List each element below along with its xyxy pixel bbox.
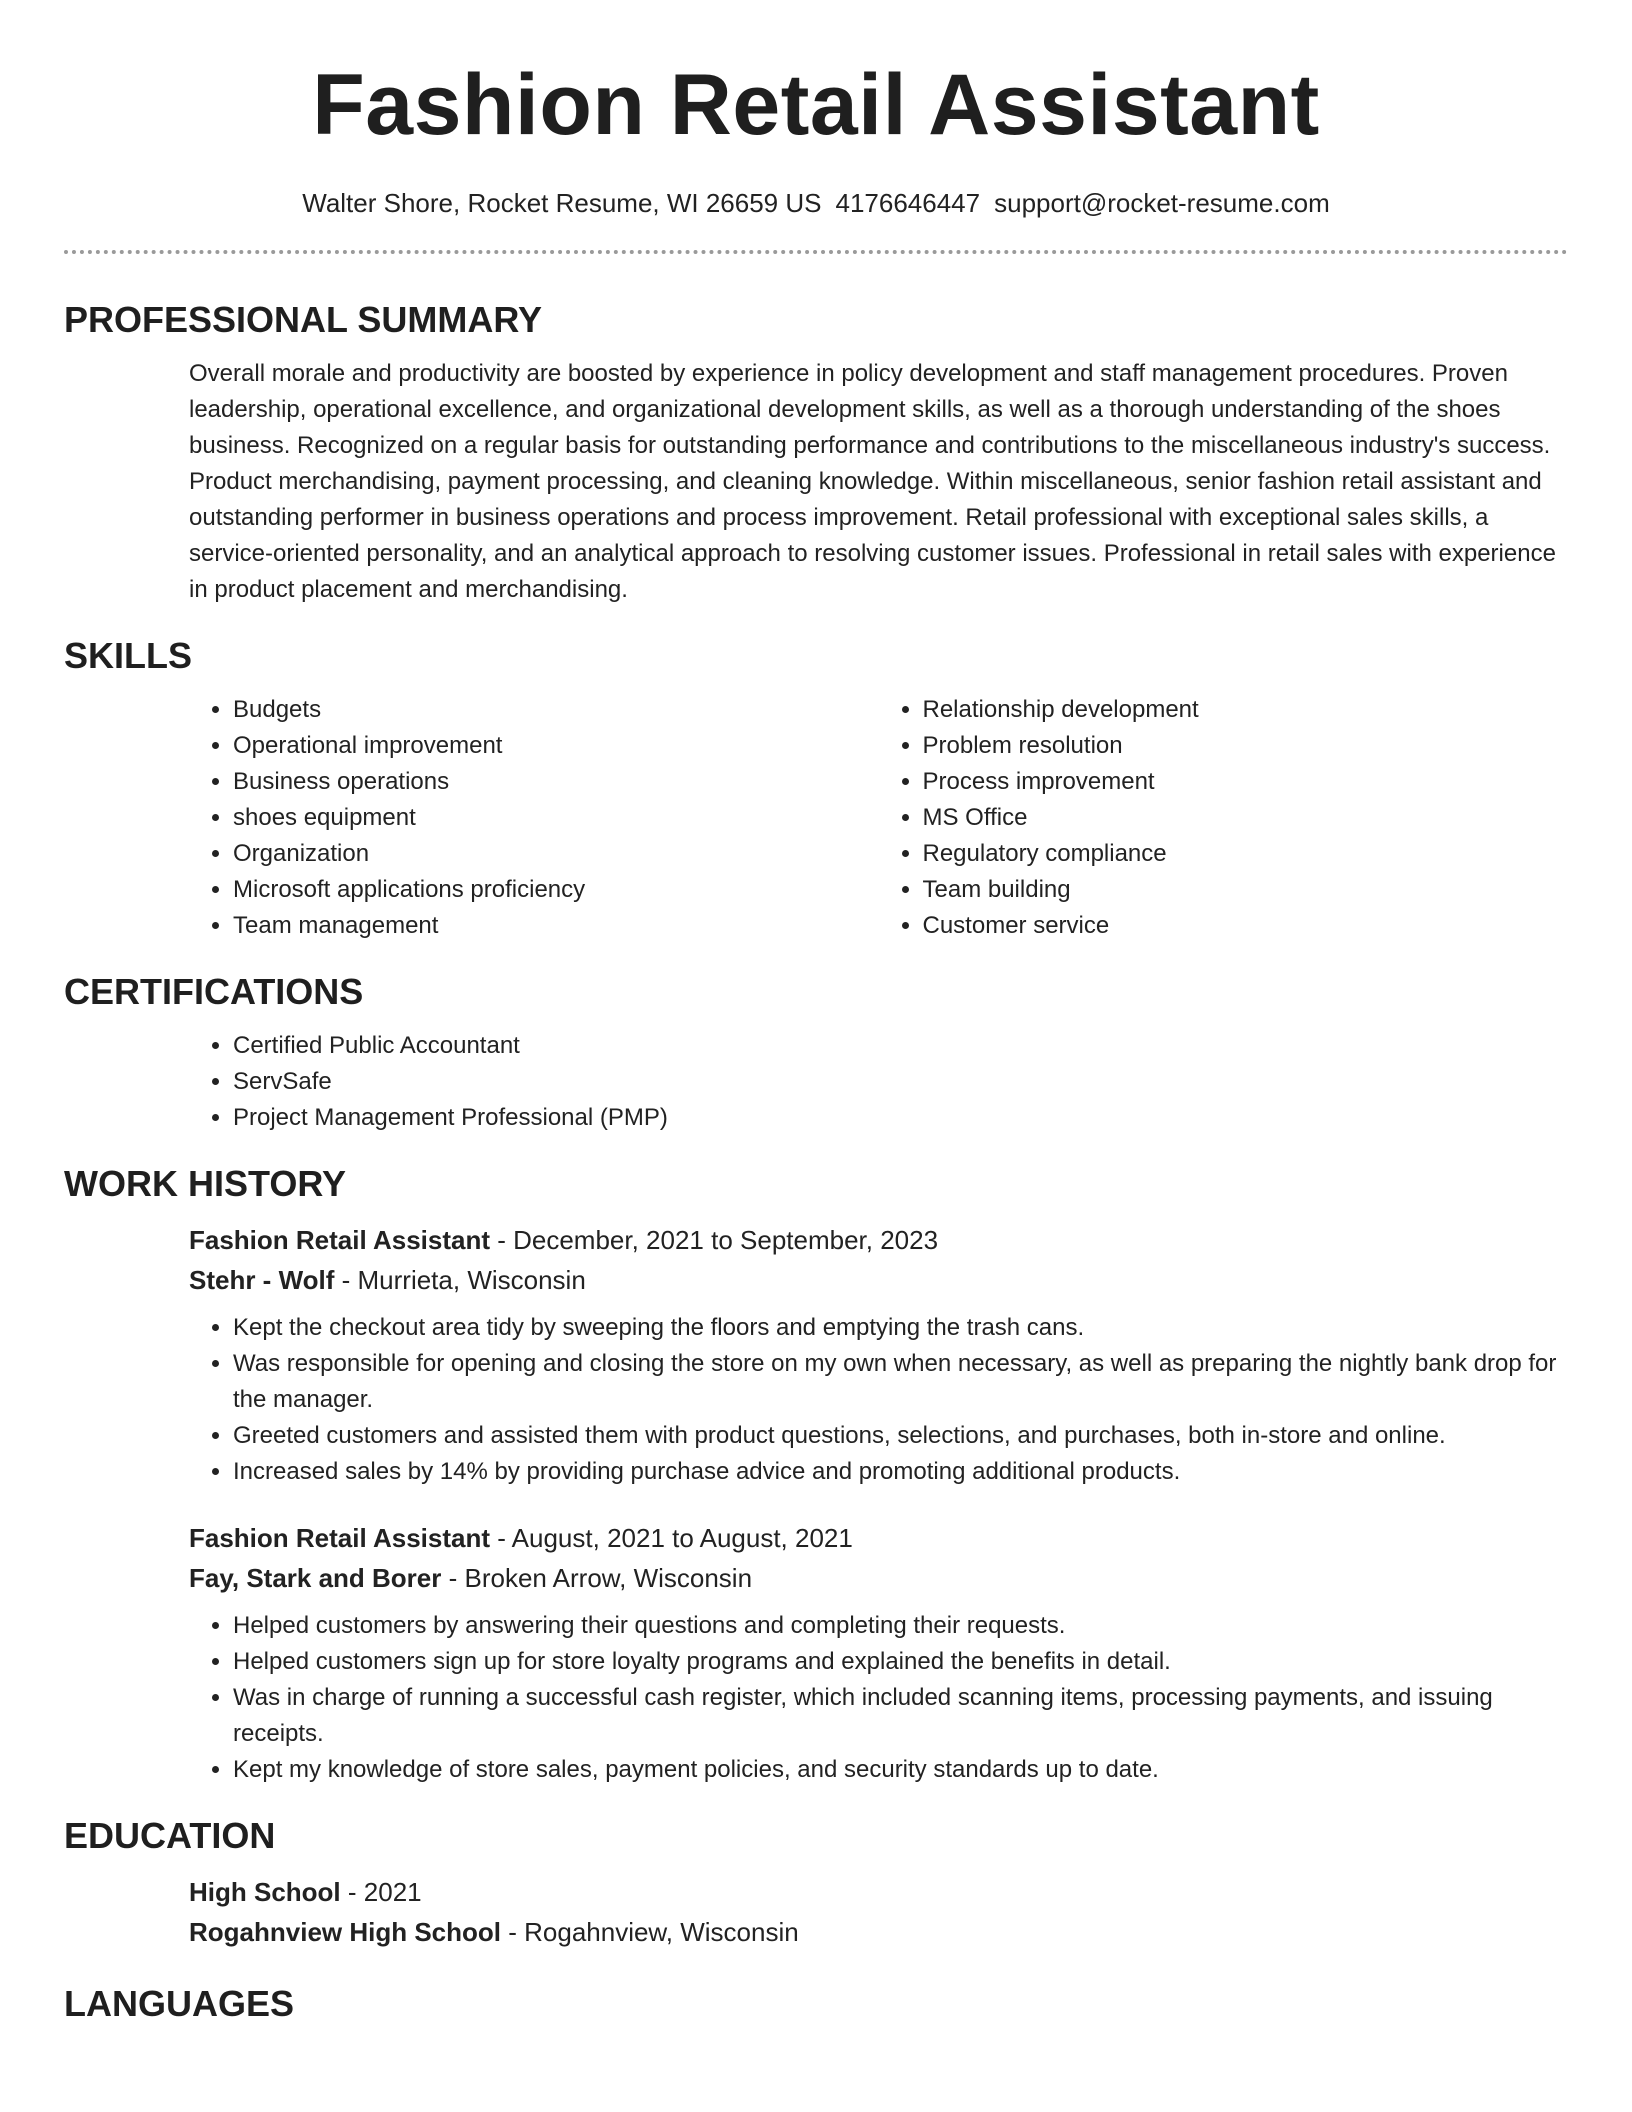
list-item: • Team building [923,872,1569,908]
education-school-line [189,1912,1568,1952]
job-duty: • Kept my knowledge of store sales, payment policies, and security standards up to date. [233,1752,1568,1788]
list-item: • Process improvement [923,764,1569,800]
job-duty: • Kept the checkout area tidy by sweeping the floors and emptying the trash cans. [233,1310,1568,1346]
list-item: • Customer service [923,908,1569,944]
job-location: - Murrieta, Wisconsin [334,1265,586,1295]
job-duty: • Helped customers by answering their questions and completing their requests. [233,1608,1568,1644]
certifications-list [189,1028,1568,1136]
job-duty: • Helped customers sign up for store loyalty programs and explained the benefits in detail. [233,1644,1568,1680]
job-company-line [189,1260,1568,1300]
job-company-line [189,1558,1568,1598]
list-item: • shoes equipment [233,800,879,836]
skills-heading: SKILLS [64,635,193,676]
summary-section [64,356,1568,608]
work-history-section [64,1220,1568,1788]
candidate-name: Fashion Retail Assistant [312,57,1320,153]
education-year: - 2021 [340,1877,422,1907]
job-entry [189,1518,1568,1788]
header-divider [64,250,1568,254]
contact-email: support@rocket-resume.com [994,188,1330,218]
list-item: • Relationship development [923,692,1569,728]
education-location: - Rogahnview, Wisconsin [501,1917,799,1947]
list-item: • Certified Public Accountant [233,1028,1568,1064]
skills-section [64,692,1568,944]
skills-list-left [189,692,879,944]
summary-text: Overall morale and productivity are boosted by experience in policy development and staff management procedures. Proven leadership, operational excellence, and organizational development skills, as well as a thorough understanding of the shoes business. Recognized on a regular basis for outstanding performance and contributions to the miscellaneous industry's success. Product merchandising, payment processing, and cleaning knowledge. Within miscellaneous, senior fashion retail assistant and outstanding performer in business operations and process improvement. Retail professional with exceptional sales skills, a service-oriented personality, and an analytical approach to resolving customer issues. Professional in retail sales with experience in product placement and merchandising. [189,360,1556,603]
skills-list-right [879,692,1569,944]
job-role: Fashion Retail Assistant [189,1225,490,1255]
certifications-section [64,1028,1568,1136]
job-title-line [189,1220,1568,1260]
list-item: • Regulatory compliance [923,836,1569,872]
contact-phone: 4176646447 [835,188,981,218]
certifications-heading: CERTIFICATIONS [64,971,364,1012]
list-item: • Budgets [233,692,879,728]
education-degree: High School [189,1877,341,1907]
education-school: Rogahnview High School [189,1917,502,1947]
job-role: Fashion Retail Assistant [189,1523,490,1553]
job-title-line [189,1518,1568,1558]
list-item: • Organization [233,836,879,872]
job-entry [189,1220,1568,1490]
list-item: • MS Office [923,800,1569,836]
list-item: • Project Management Professional (PMP) [233,1100,1568,1136]
education-section [64,1872,1568,1952]
job-company: Fay, Stark and Borer [189,1563,442,1593]
job-duty: • Was in charge of running a successful cash register, which included scanning items, processing payments, and issuing receipts. [233,1680,1568,1752]
job-dates: - December, 2021 to September, 2023 [490,1225,939,1255]
contact-address: Walter Shore, Rocket Resume, WI 26659 US [302,188,822,218]
summary-heading: PROFESSIONAL SUMMARY [64,299,543,340]
list-item: • Microsoft applications proficiency [233,872,879,908]
education-degree-line [189,1872,1568,1912]
contact-line [64,186,1568,220]
list-item: • ServSafe [233,1064,1568,1100]
list-item: • Business operations [233,764,879,800]
job-company: Stehr - Wolf [189,1265,335,1295]
job-duties-list [189,1608,1568,1788]
languages-heading: LANGUAGES [64,1983,295,2024]
work-history-heading: WORK HISTORY [64,1163,347,1204]
job-duties-list [189,1310,1568,1490]
education-heading: EDUCATION [64,1815,276,1856]
job-location: - Broken Arrow, Wisconsin [441,1563,753,1593]
job-dates: - August, 2021 to August, 2021 [490,1523,853,1553]
job-duty: • Was responsible for opening and closing the store on my own when necessary, as well as preparing the nightly bank drop for the manager. [233,1346,1568,1418]
list-item: • Team management [233,908,879,944]
job-duty: • Greeted customers and assisted them with product questions, selections, and purchases, both in-store and online. [233,1418,1568,1454]
list-item: • Problem resolution [923,728,1569,764]
skills-grid [189,692,1568,944]
job-duty: • Increased sales by 14% by providing purchase advice and promoting additional products. [233,1454,1568,1490]
list-item: • Operational improvement [233,728,879,764]
